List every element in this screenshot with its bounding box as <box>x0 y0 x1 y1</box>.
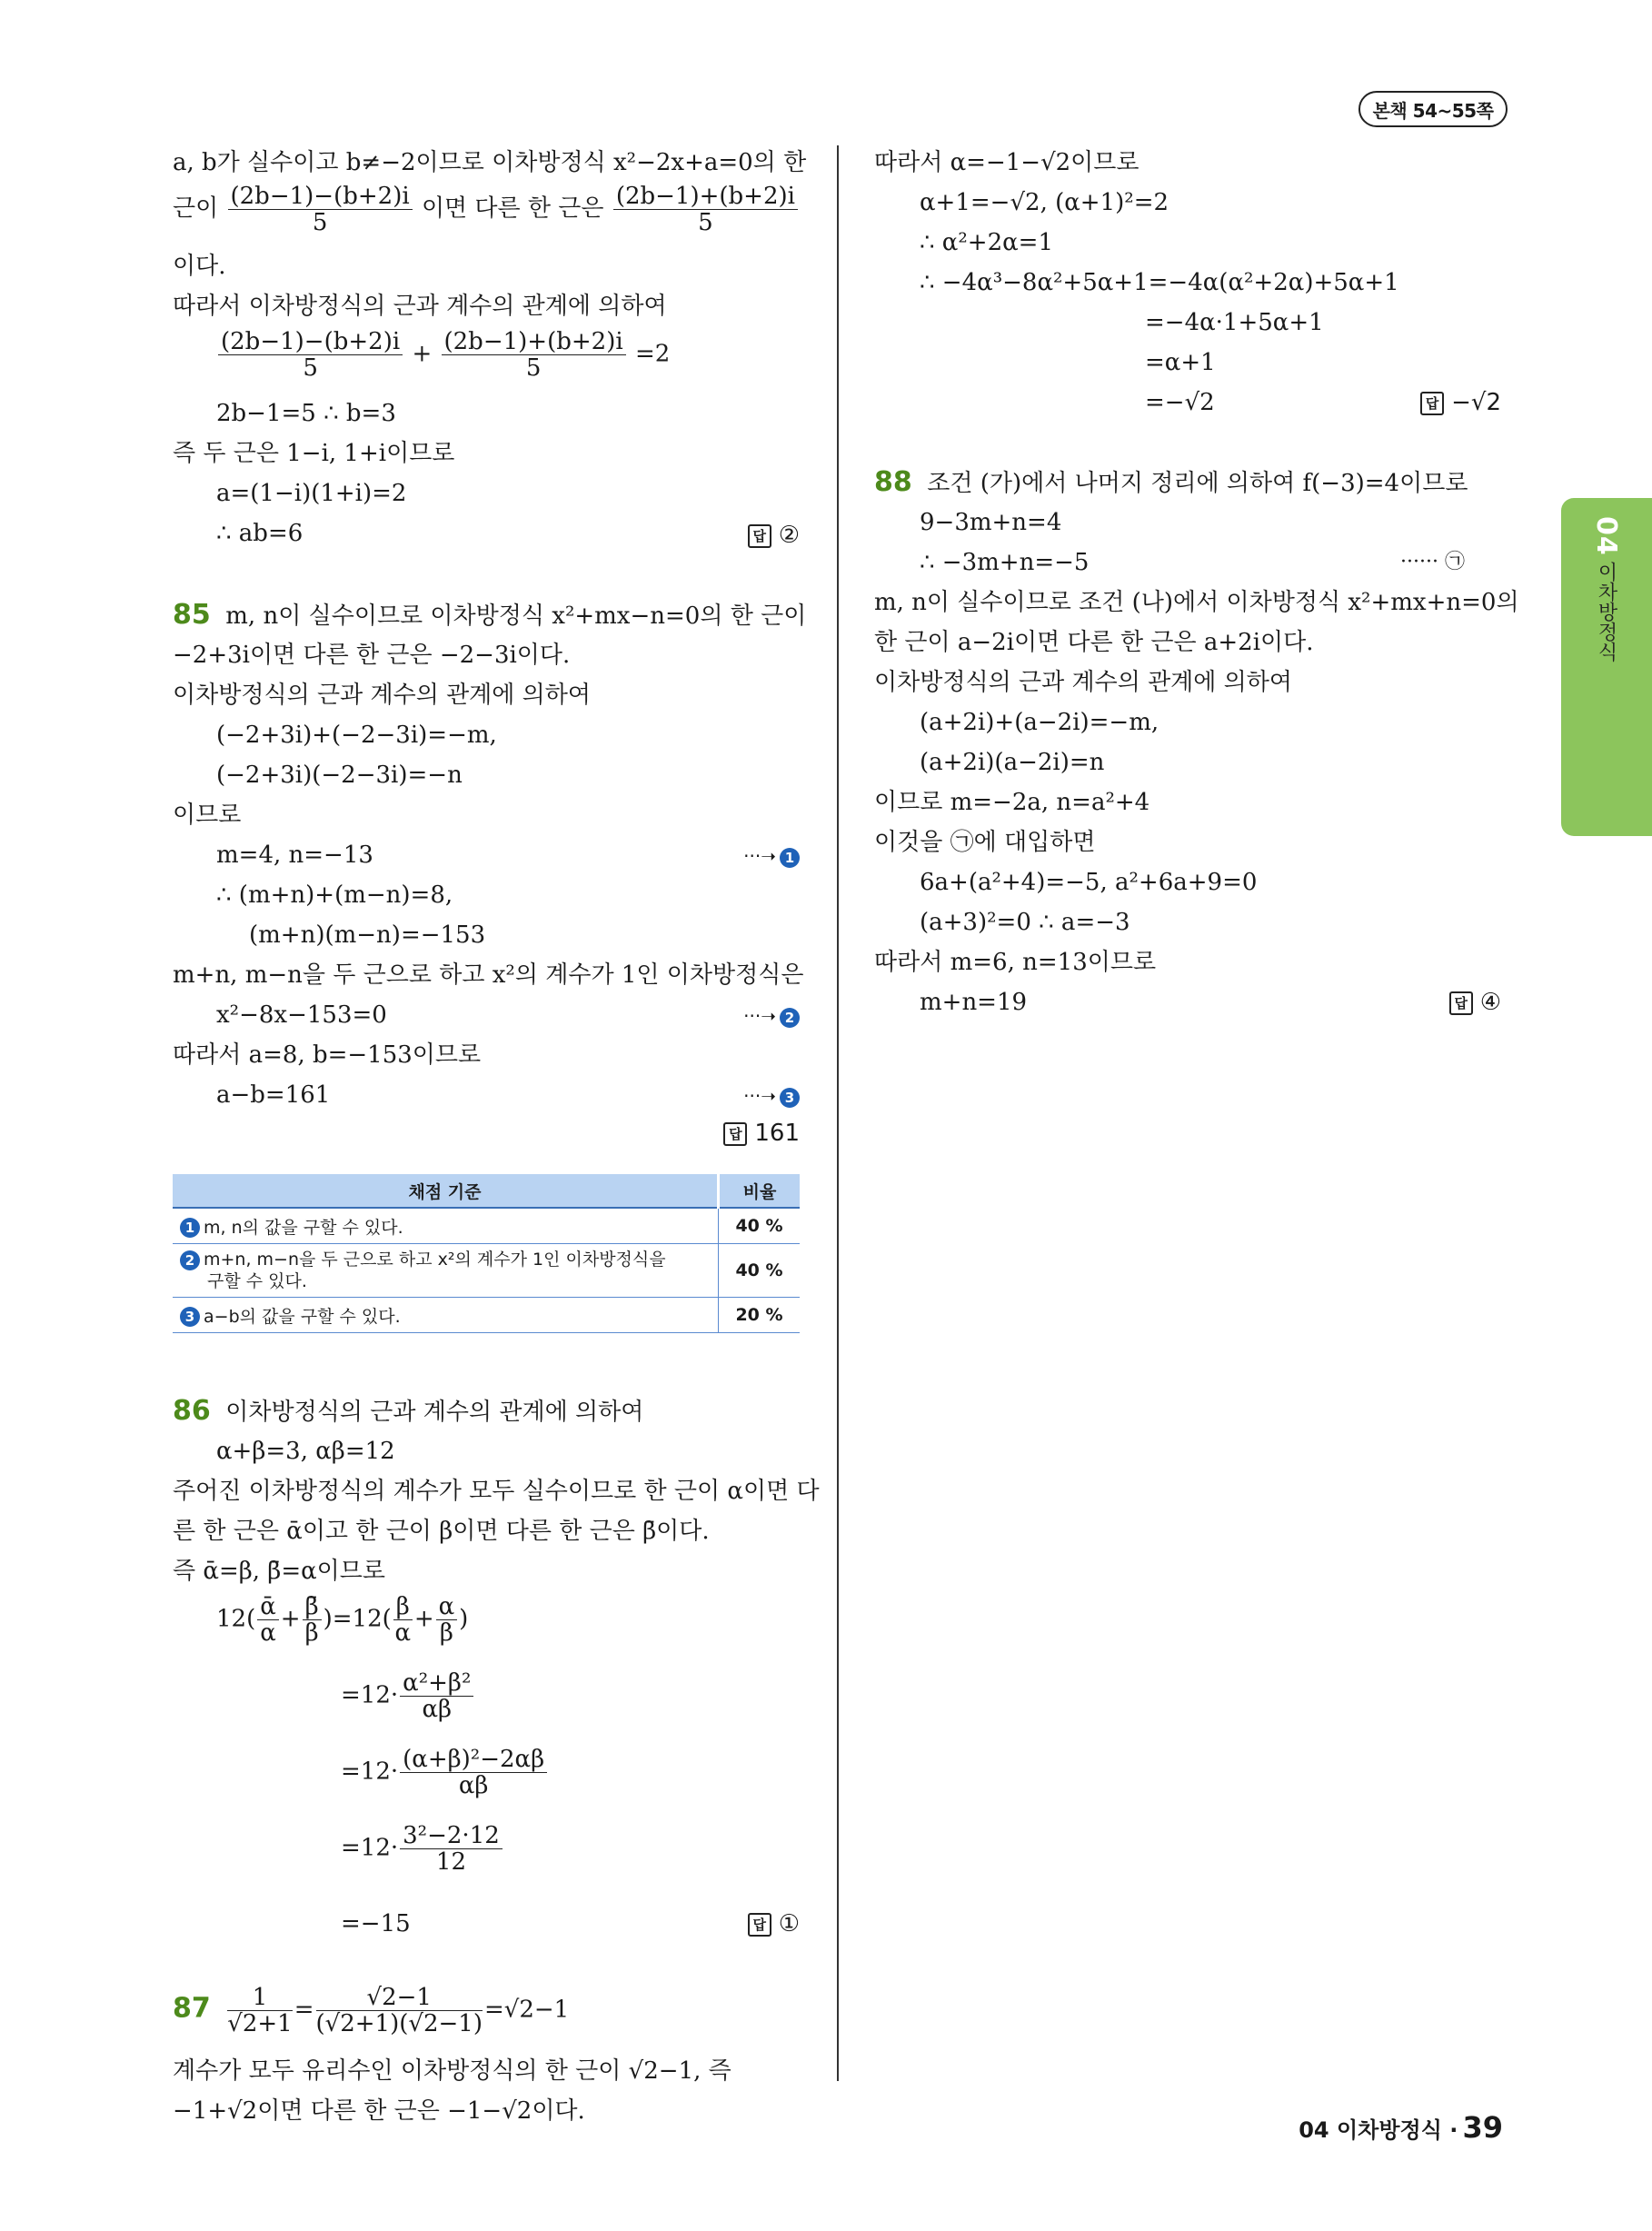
p86-answer: 답 ① <box>748 1910 800 1937</box>
p87-line3: −1+√2이면 다른 한 근은 −1−√2이다. <box>173 2097 585 2125</box>
rubric-row: 2 m+n, m−n을 두 근으로 하고 x²의 계수가 1인 이차방정식을 구할 수 있다. 40 % <box>173 1244 800 1298</box>
step-marker-1: ···➝ 1 <box>743 845 800 868</box>
p84-line1: a, b가 실수이고 b≠−2이므로 이차방정식 x²−2x+a=0의 한 <box>173 149 807 176</box>
answer-icon: 답 <box>748 524 771 548</box>
footer-chapter: 04 이차방정식 · <box>1299 2117 1458 2143</box>
p88-line8: (a+2i)(a−2i)=n <box>920 749 1105 776</box>
chapter-number: 04 <box>1590 516 1622 556</box>
p88-line2: 9−3m+n=4 <box>920 509 1062 536</box>
p87r-line7: =−√2 <box>1145 389 1215 416</box>
p85-line6: 이므로 <box>173 802 242 829</box>
p86-math5: =−15 <box>341 1910 411 1937</box>
problem-number-85: 85 <box>173 599 211 631</box>
p84-other-root-fraction: $\frac{(2b-1)+(b+2)i}{5}$ <box>613 184 798 235</box>
rubric-row: 3 a−b의 값을 구할 수 있다. 20 % <box>173 1298 800 1333</box>
p86-line2: α+β=3, αβ=12 <box>216 1438 395 1465</box>
p84-line8: a=(1−i)(1+i)=2 <box>216 480 407 507</box>
p85-line8: ∴ (m+n)+(m−n)=8, <box>216 881 453 909</box>
page-reference-badge: 본책 54~55쪽 <box>1358 91 1508 127</box>
p86-math1: 12( $\frac{\text{ᾱ}}{\alpha}$ + $\frac{\betā}{\beta}$ )=12( $\frac{\beta}{\alpha}$ + $\frac{\alpha}{\beta}$ ) <box>216 1593 469 1647</box>
p87r-line2: α+1=−√2, (α+1)²=2 <box>920 189 1169 216</box>
p88-line6: 이차방정식의 근과 계수의 관계에 의하여 <box>874 669 1293 696</box>
rubric-header-ratio: 비율 <box>719 1174 801 1208</box>
p85-line3: 이차방정식의 근과 계수의 관계에 의하여 <box>173 682 592 709</box>
p85-line10: m+n, m−n을 두 근으로 하고 x²의 계수가 1인 이차방정식은 <box>173 961 804 989</box>
answer-icon: 답 <box>748 1913 771 1937</box>
answer-icon: 답 <box>1420 392 1444 415</box>
p86-math3: =12· $\frac{\text{(α+β)²−2αβ}}{\alpha\beta}$ <box>341 1747 549 1798</box>
chapter-title: 이차방정식 <box>1595 562 1617 662</box>
p85-line11: x²−8x−153=0 <box>216 1001 387 1029</box>
p87-line2: 계수가 모두 유리수인 이차방정식의 한 근이 √2−1, 즉 <box>173 2057 731 2085</box>
p85-line13: a−b=161 <box>216 1081 331 1109</box>
p88-line11: 6a+(a²+4)=−5, a²+6a+9=0 <box>920 869 1258 896</box>
p85-line12: 따라서 a=8, b=−153이므로 <box>173 1041 482 1069</box>
p88-line5: 한 근이 a−2i이면 다른 한 근은 a+2i이다. <box>874 629 1314 656</box>
p88-line13: 따라서 m=6, n=13이므로 <box>874 949 1157 976</box>
p84-line9: ∴ ab=6 <box>216 520 304 547</box>
page-footer <box>1299 2110 1503 2145</box>
p88-line7: (a+2i)+(a−2i)=−m, <box>920 709 1159 736</box>
p86-line1: 86 이차방정식의 근과 계수의 관계에 의하여 <box>173 1395 644 1427</box>
p88-line9: 이므로 m=−2a, n=a²+4 <box>874 789 1150 816</box>
p86-math4: =12· $\frac{\text{3²−2·12}}{12}$ <box>341 1823 504 1875</box>
p85-answer: 답 161 <box>723 1120 800 1147</box>
p88-line14: m+n=19 <box>920 989 1028 1016</box>
rubric-row: 1 m, n의 값을 구할 수 있다. 40 % <box>173 1208 800 1244</box>
p88-line10: 이것을 ㉠에 대입하면 <box>874 829 1096 856</box>
p85-line5: (−2+3i)(−2−3i)=−n <box>216 762 463 789</box>
p87r-line6: =α+1 <box>1145 349 1216 376</box>
p84-answer: 답 ② <box>748 522 800 549</box>
p86-math2: =12· $\frac{\text{α²+β²}}{\alpha\beta}$ <box>341 1670 475 1722</box>
p88-line12: (a+3)²=0 ∴ a=−3 <box>920 909 1130 936</box>
column-divider <box>837 145 839 2081</box>
p87r-line5: =−4α·1+5α+1 <box>1145 309 1324 336</box>
answer-icon: 답 <box>1449 991 1473 1015</box>
p88-reference-mark: ······ ㉠ <box>1400 551 1465 573</box>
p88-answer: 답 ④ <box>1449 989 1501 1016</box>
p84-root-fraction: $\frac{(2b-1)-(b+2)i}{5}$ <box>228 184 413 235</box>
p87r-line4: ∴ −4α³−8α²+5α+1=−4α(α²+2α)+5α+1 <box>920 269 1399 296</box>
p84-sum-equation: $\frac{(2b-1)-(b+2)i}{5}$ + $\frac{(2b-1)+(b+2)i}{5}$ =2 <box>216 329 670 381</box>
p84-line2: 근이 $\frac{(2b-1)-(b+2)i}{5}$ 이면 다른 한 근은 $\frac{(2b-1)+(b+2)i}{5}$ <box>173 184 800 235</box>
page-number: 39 <box>1462 2110 1503 2145</box>
p85-line7: m=4, n=−13 <box>216 842 373 869</box>
step-marker-3: ···➝ 3 <box>743 1085 800 1108</box>
problem-number-86: 86 <box>173 1395 211 1427</box>
p86-line5: 즉 ᾱ=β, β̄=α이므로 <box>173 1558 386 1585</box>
p88-line3: ∴ −3m+n=−5 <box>920 549 1090 576</box>
rubric-header-criteria: 채점 기준 <box>173 1174 719 1208</box>
p88-line1: 88 조건 (가)에서 나머지 정리에 의하여 f(−3)=4이므로 <box>874 466 1468 498</box>
problem-number-87: 87 <box>173 1992 211 2025</box>
p85-line1: 85 m, n이 실수이므로 이차방정식 x²+mx−n=0의 한 근이 <box>173 599 807 631</box>
p87-line1: 87 $\frac{1}{√2+1}$ = $\frac{√2-1}{(√2+1)(√2-1)}$ =√2−1 <box>173 1984 570 2037</box>
p84-line7: 즉 두 근은 1−i, 1+i이므로 <box>173 440 455 467</box>
p85-line2: −2+3i이면 다른 한 근은 −2−3i이다. <box>173 642 571 669</box>
scoring-rubric-table <box>173 1174 800 1333</box>
p86-line3: 주어진 이차방정식의 계수가 모두 실수이므로 한 근이 α이면 다 <box>173 1478 820 1505</box>
p88-line4: m, n이 실수이므로 조건 (나)에서 이차방정식 x²+mx+n=0의 <box>874 589 1519 616</box>
answer-icon: 답 <box>723 1122 747 1146</box>
problem-number-88: 88 <box>874 466 912 498</box>
p86-line4: 른 한 근은 ᾱ이고 한 근이 β이면 다른 한 근은 β̄이다. <box>173 1518 710 1545</box>
step-marker-2: ···➝ 2 <box>743 1005 800 1028</box>
p87-answer: 답 −√2 <box>1420 389 1501 416</box>
chapter-side-tab[interactable] <box>1561 498 1652 836</box>
p85-line4: (−2+3i)+(−2−3i)=−m, <box>216 722 497 749</box>
p87r-line1: 따라서 α=−1−√2이므로 <box>874 149 1139 176</box>
p84-line4: 따라서 이차방정식의 근과 계수의 관계에 의하여 <box>173 293 667 320</box>
p85-line9: (m+n)(m−n)=−153 <box>249 921 486 949</box>
p84-line3: 이다. <box>173 253 226 280</box>
p84-line6: 2b−1=5 ∴ b=3 <box>216 400 396 427</box>
p87r-line3: ∴ α²+2α=1 <box>920 229 1053 256</box>
